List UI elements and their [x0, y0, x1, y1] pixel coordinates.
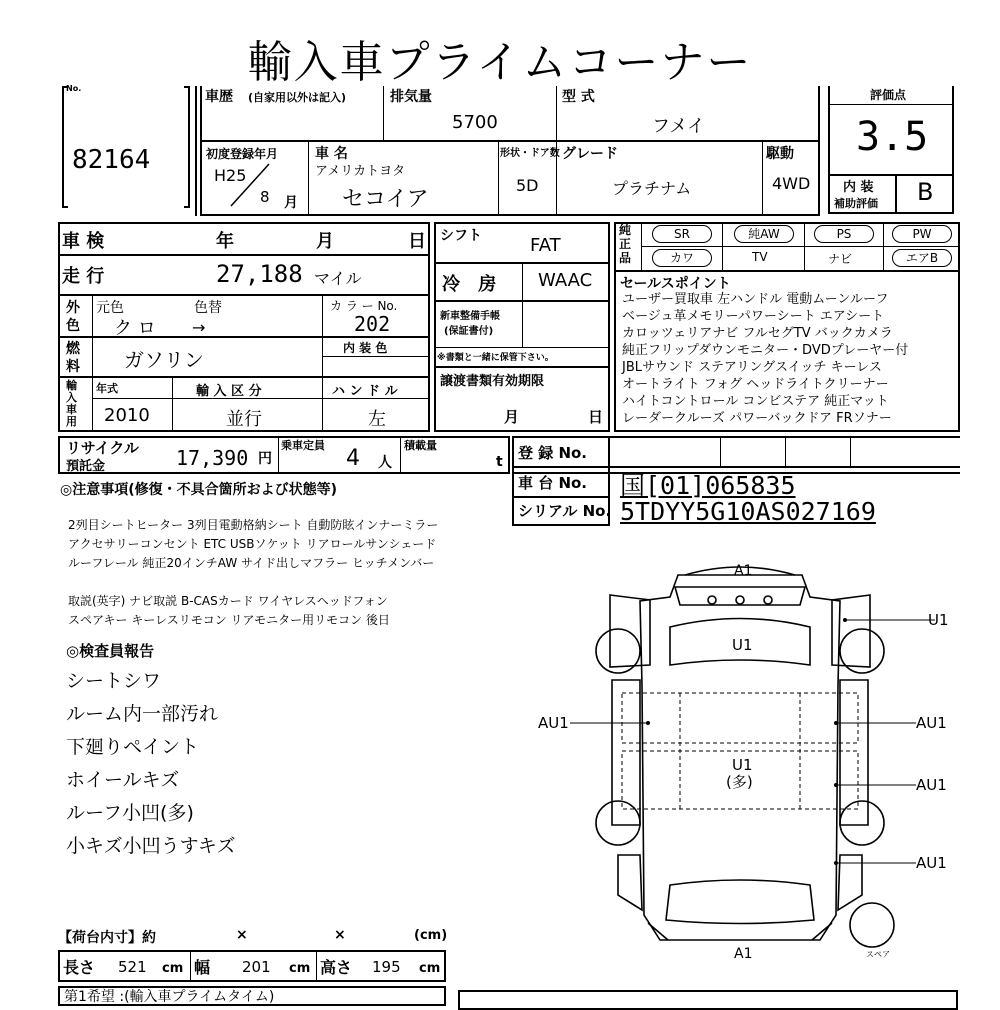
- interior-label-1: 内 装: [843, 180, 874, 195]
- diagram-label-center-2: (多): [726, 773, 753, 791]
- ext-color-label-2: 色: [66, 318, 80, 334]
- score-value: 3.5: [856, 114, 929, 160]
- grid-line: [195, 86, 197, 216]
- grid-line: [762, 140, 763, 214]
- grid-line: [722, 222, 723, 270]
- chassis-number: 国[01]065835: [620, 471, 796, 500]
- equip-alloy-wheel: 純AW: [734, 225, 794, 243]
- grid-line: [512, 496, 608, 498]
- grid-line: [883, 222, 884, 270]
- notes-list: [68, 516, 438, 630]
- shift-label: シフト: [440, 228, 482, 244]
- grid-line: [322, 378, 323, 432]
- grid-line: [895, 174, 897, 214]
- transfer-month: 月: [504, 408, 520, 426]
- grid-line: [200, 86, 202, 216]
- inspector-line: ルーム内一部汚れ: [66, 703, 219, 725]
- shaken-label: 車 検: [62, 231, 105, 252]
- lot-bracket-right: [184, 86, 190, 208]
- cargo-height-value: 195: [372, 958, 401, 976]
- grid-line: [322, 356, 430, 357]
- import-class-value: 並行: [226, 409, 262, 430]
- grid-line: [785, 436, 786, 466]
- orig-color-value: ク ロ: [114, 318, 156, 339]
- ac-label: 冷 房: [442, 274, 503, 295]
- cargo-x1: ×: [236, 927, 248, 943]
- ext-color-label-1: 外: [66, 300, 80, 316]
- sales-label: セールスポイント: [620, 276, 731, 292]
- cargo-length-unit: cm: [162, 961, 184, 976]
- sales-line: ハイトコントロール コンビステア 純正マット: [622, 394, 889, 409]
- note-line: スペアキー キーレスリモコン リアモニター用リモコン 後日: [68, 613, 390, 627]
- inspector-line: 小キズ小凹うすキズ: [66, 835, 236, 857]
- lot-label: No.: [66, 84, 82, 93]
- interior-score: B: [917, 178, 934, 206]
- fuel-label-1: 燃: [66, 341, 80, 357]
- diagram-label-right-4: AU1: [916, 854, 947, 872]
- orig-color-label: 元色: [96, 300, 124, 316]
- cargo-label: 【荷台内寸】約: [58, 930, 156, 946]
- load-label: 積載量: [404, 439, 437, 452]
- wish-label: 第1希望 :(輸入車プライムタイム): [64, 989, 275, 1005]
- first-reg-year: H25: [214, 166, 247, 185]
- grid-line: [512, 524, 608, 526]
- equip-sr: SR: [652, 225, 712, 243]
- history-note: (自家用以外は記入): [248, 91, 347, 104]
- diagram-label-right-2: AU1: [916, 714, 947, 732]
- diagram-label-spare: スペア: [866, 950, 890, 959]
- model-type-value: フメイ: [652, 116, 705, 137]
- equip-navi: ナビ: [828, 252, 853, 266]
- doors-value: 5D: [516, 176, 539, 195]
- diagram-label-right-1: U1: [928, 611, 949, 629]
- fuel-value: ガソリン: [124, 348, 204, 372]
- fuel-label-2: 料: [66, 359, 80, 375]
- cargo-width-unit: cm: [289, 961, 311, 976]
- grade-label: グレード: [562, 146, 618, 162]
- cargo-height-label: 高さ: [320, 958, 353, 977]
- bottom-right-box: [458, 990, 958, 1010]
- sales-line: オートライト フォグ ヘッドライトクリーナー: [622, 377, 889, 392]
- shaken-day: 日: [408, 231, 426, 252]
- transfer-day: 日: [588, 408, 604, 426]
- grid-line: [498, 140, 499, 214]
- sales-line: JBLサウンド ステアリングスイッチ キーレス: [622, 360, 882, 375]
- load-unit: t: [496, 454, 503, 470]
- equip-airbag: エアB: [892, 249, 952, 267]
- sales-line: ベージュ革メモリーパワーシート エアシート: [622, 309, 885, 324]
- grid-line: [383, 86, 384, 140]
- car-maker: アメリカトヨタ: [315, 164, 406, 179]
- grid-line: [804, 222, 805, 270]
- note-line: アクセサリーコンセント ETC USBソケット リアロールサンシェード: [68, 537, 437, 551]
- displacement-value: 5700: [452, 112, 498, 133]
- sales-line: ユーザー買取車 左ハンドル 電動ムーンルーフ: [622, 292, 889, 307]
- diagram-label-left-1: AU1: [538, 714, 569, 732]
- sales-line: 純正フリップダウンモニター・DVDプレーヤー付: [622, 343, 909, 358]
- grid-line: [316, 950, 317, 982]
- capacity-unit: 人: [378, 455, 392, 471]
- import-label: 輸入車用: [66, 379, 77, 428]
- drive-label: 駆動: [766, 146, 794, 162]
- cargo-width-label: 幅: [194, 958, 211, 977]
- diagram-label-right-3: AU1: [916, 776, 947, 794]
- model-type-label: 型 式: [562, 89, 595, 105]
- recycle-unit: 円: [258, 451, 272, 467]
- score-label: 評価点: [870, 88, 907, 102]
- serial-number: 5TDYY5G10AS027169: [620, 497, 876, 526]
- note-line: [68, 573, 438, 592]
- equipment-label: 純正品: [619, 223, 632, 265]
- inspector-list: [66, 665, 235, 863]
- inspector-line: ホイールキズ: [66, 769, 180, 791]
- equip-pw: PW: [892, 225, 952, 243]
- history-label: 車歴: [205, 89, 233, 105]
- shift-value: FAT: [530, 235, 561, 256]
- diagram-label-bottom: A1: [734, 946, 753, 962]
- diagram-label-top: A1: [734, 563, 753, 579]
- grid-line: [720, 436, 721, 466]
- serial-label: シリアル No.: [518, 502, 612, 520]
- grid-line: [828, 104, 954, 105]
- ac-value: WAAC: [538, 270, 593, 291]
- inspector-line: ルーフ小凹(多): [66, 802, 194, 824]
- displacement-label: 排気量: [390, 89, 432, 105]
- handle-value: 左: [368, 409, 386, 430]
- car-diagram: [520, 555, 960, 965]
- grid-line: [92, 294, 93, 432]
- inspector-line: 下廻りペイント: [66, 736, 200, 758]
- page-title: 輸入車プライムコーナー: [247, 37, 753, 88]
- grid-line: [850, 436, 851, 466]
- mileage-unit: マイル: [314, 269, 362, 288]
- interior-label-2: 補助評価: [834, 197, 878, 210]
- color-arrow: →: [192, 318, 206, 337]
- grid-line: [58, 254, 430, 256]
- grid-line: [641, 246, 960, 247]
- cargo-width-value: 201: [242, 958, 271, 976]
- change-color-label: 色替: [194, 300, 222, 316]
- grid-line: [172, 378, 173, 432]
- inspector-line: シートシワ: [66, 670, 162, 692]
- lot-number: 82164: [72, 145, 151, 175]
- diagram-label-roof: U1: [732, 636, 753, 654]
- car-name: セコイア: [342, 187, 429, 212]
- interior-color-label: 内 装 色: [343, 341, 388, 355]
- doors-label: 形状・ドア数: [500, 148, 560, 159]
- grid-line: [434, 366, 610, 368]
- grid-line: [818, 86, 820, 216]
- reg-label: 登 録 No.: [518, 444, 588, 462]
- equip-ps: PS: [814, 225, 874, 243]
- color-code-label: カ ラ ー No.: [330, 299, 398, 313]
- note-line: 2列目シートヒーター 3列目電動格納シート 自動防眩インナーミラー: [68, 518, 439, 532]
- first-reg-month: 8: [260, 188, 270, 206]
- first-reg-label: 初度登録年月: [206, 147, 279, 161]
- note-line: ルーフレール 純正20インチAW サイド出しマフラー ヒッチメンバー: [68, 556, 435, 570]
- sales-line: カロッツェリアナビ フルセグTV バックカメラ: [622, 326, 893, 341]
- grid-line: [512, 466, 608, 468]
- grade-value: プラチナム: [612, 179, 692, 198]
- shaken-month: 月: [316, 231, 334, 252]
- grid-line: [200, 214, 818, 216]
- cargo-unit: (cm): [414, 928, 448, 943]
- cargo-x2: ×: [334, 927, 346, 943]
- diagram-label-center-1: U1: [732, 756, 753, 774]
- grid-line: [522, 262, 523, 347]
- recycle-value: 17,390: [176, 446, 249, 470]
- grid-line: [58, 376, 430, 378]
- grid-line: [200, 140, 818, 142]
- maint-note: ※書類と一緒に保管下さい。: [437, 353, 554, 363]
- equip-tv: TV: [752, 250, 768, 264]
- cargo-length-value: 521: [118, 958, 147, 976]
- capacity-label: 乗車定員: [281, 439, 325, 452]
- grid-line: [512, 436, 514, 526]
- capacity-value: 4: [346, 446, 360, 471]
- notes-label: ◎注意事項(修復・不具合箇所および状態等): [60, 482, 338, 498]
- recycle-label-2: 預託金: [66, 459, 106, 474]
- recycle-label-1: リサイクル: [66, 439, 139, 457]
- grid-line: [58, 294, 430, 296]
- import-class-label: 輸 入 区 分: [196, 384, 262, 399]
- drive-value: 4WD: [772, 174, 811, 193]
- grid-line: [614, 270, 960, 272]
- cargo-length-label: 長さ: [63, 958, 96, 977]
- mileage-value: 27,188: [216, 260, 303, 288]
- grid-line: [190, 950, 191, 982]
- color-code-value: 202: [354, 312, 391, 336]
- import-year: 2010: [104, 405, 150, 426]
- shaken-year: 年: [216, 231, 234, 252]
- grid-line: [322, 294, 323, 376]
- grid-line: [556, 86, 557, 140]
- inspector-label: ◎検査員報告: [66, 642, 155, 660]
- chassis-label: 車 台 No.: [518, 474, 588, 492]
- sales-line: レーダークルーズ パワーバックドア FRソナー: [622, 411, 892, 426]
- note-line: 取説(英字) ナビ取説 B-CASカード ワイヤレスヘッドフォン: [68, 594, 388, 608]
- car-name-label: 車 名: [315, 146, 348, 162]
- grid-line: [308, 140, 309, 214]
- grid-line: [400, 436, 401, 474]
- mileage-label: 走 行: [62, 266, 105, 287]
- first-reg-month-unit: 月: [284, 195, 298, 211]
- handle-label: ハ ン ド ル: [332, 384, 398, 399]
- grid-line: [434, 347, 610, 348]
- maint-label-2: (保証書付): [444, 326, 494, 337]
- grid-line: [278, 436, 279, 474]
- equip-leather: カワ: [652, 249, 712, 267]
- maint-label-1: 新車整備手帳: [440, 311, 500, 322]
- transfer-label: 譲渡書類有効期限: [440, 374, 545, 389]
- import-year-label: 年式: [96, 382, 118, 395]
- cargo-height-unit: cm: [419, 961, 441, 976]
- lot-bracket-left: [62, 86, 68, 208]
- sales-points: [622, 291, 908, 427]
